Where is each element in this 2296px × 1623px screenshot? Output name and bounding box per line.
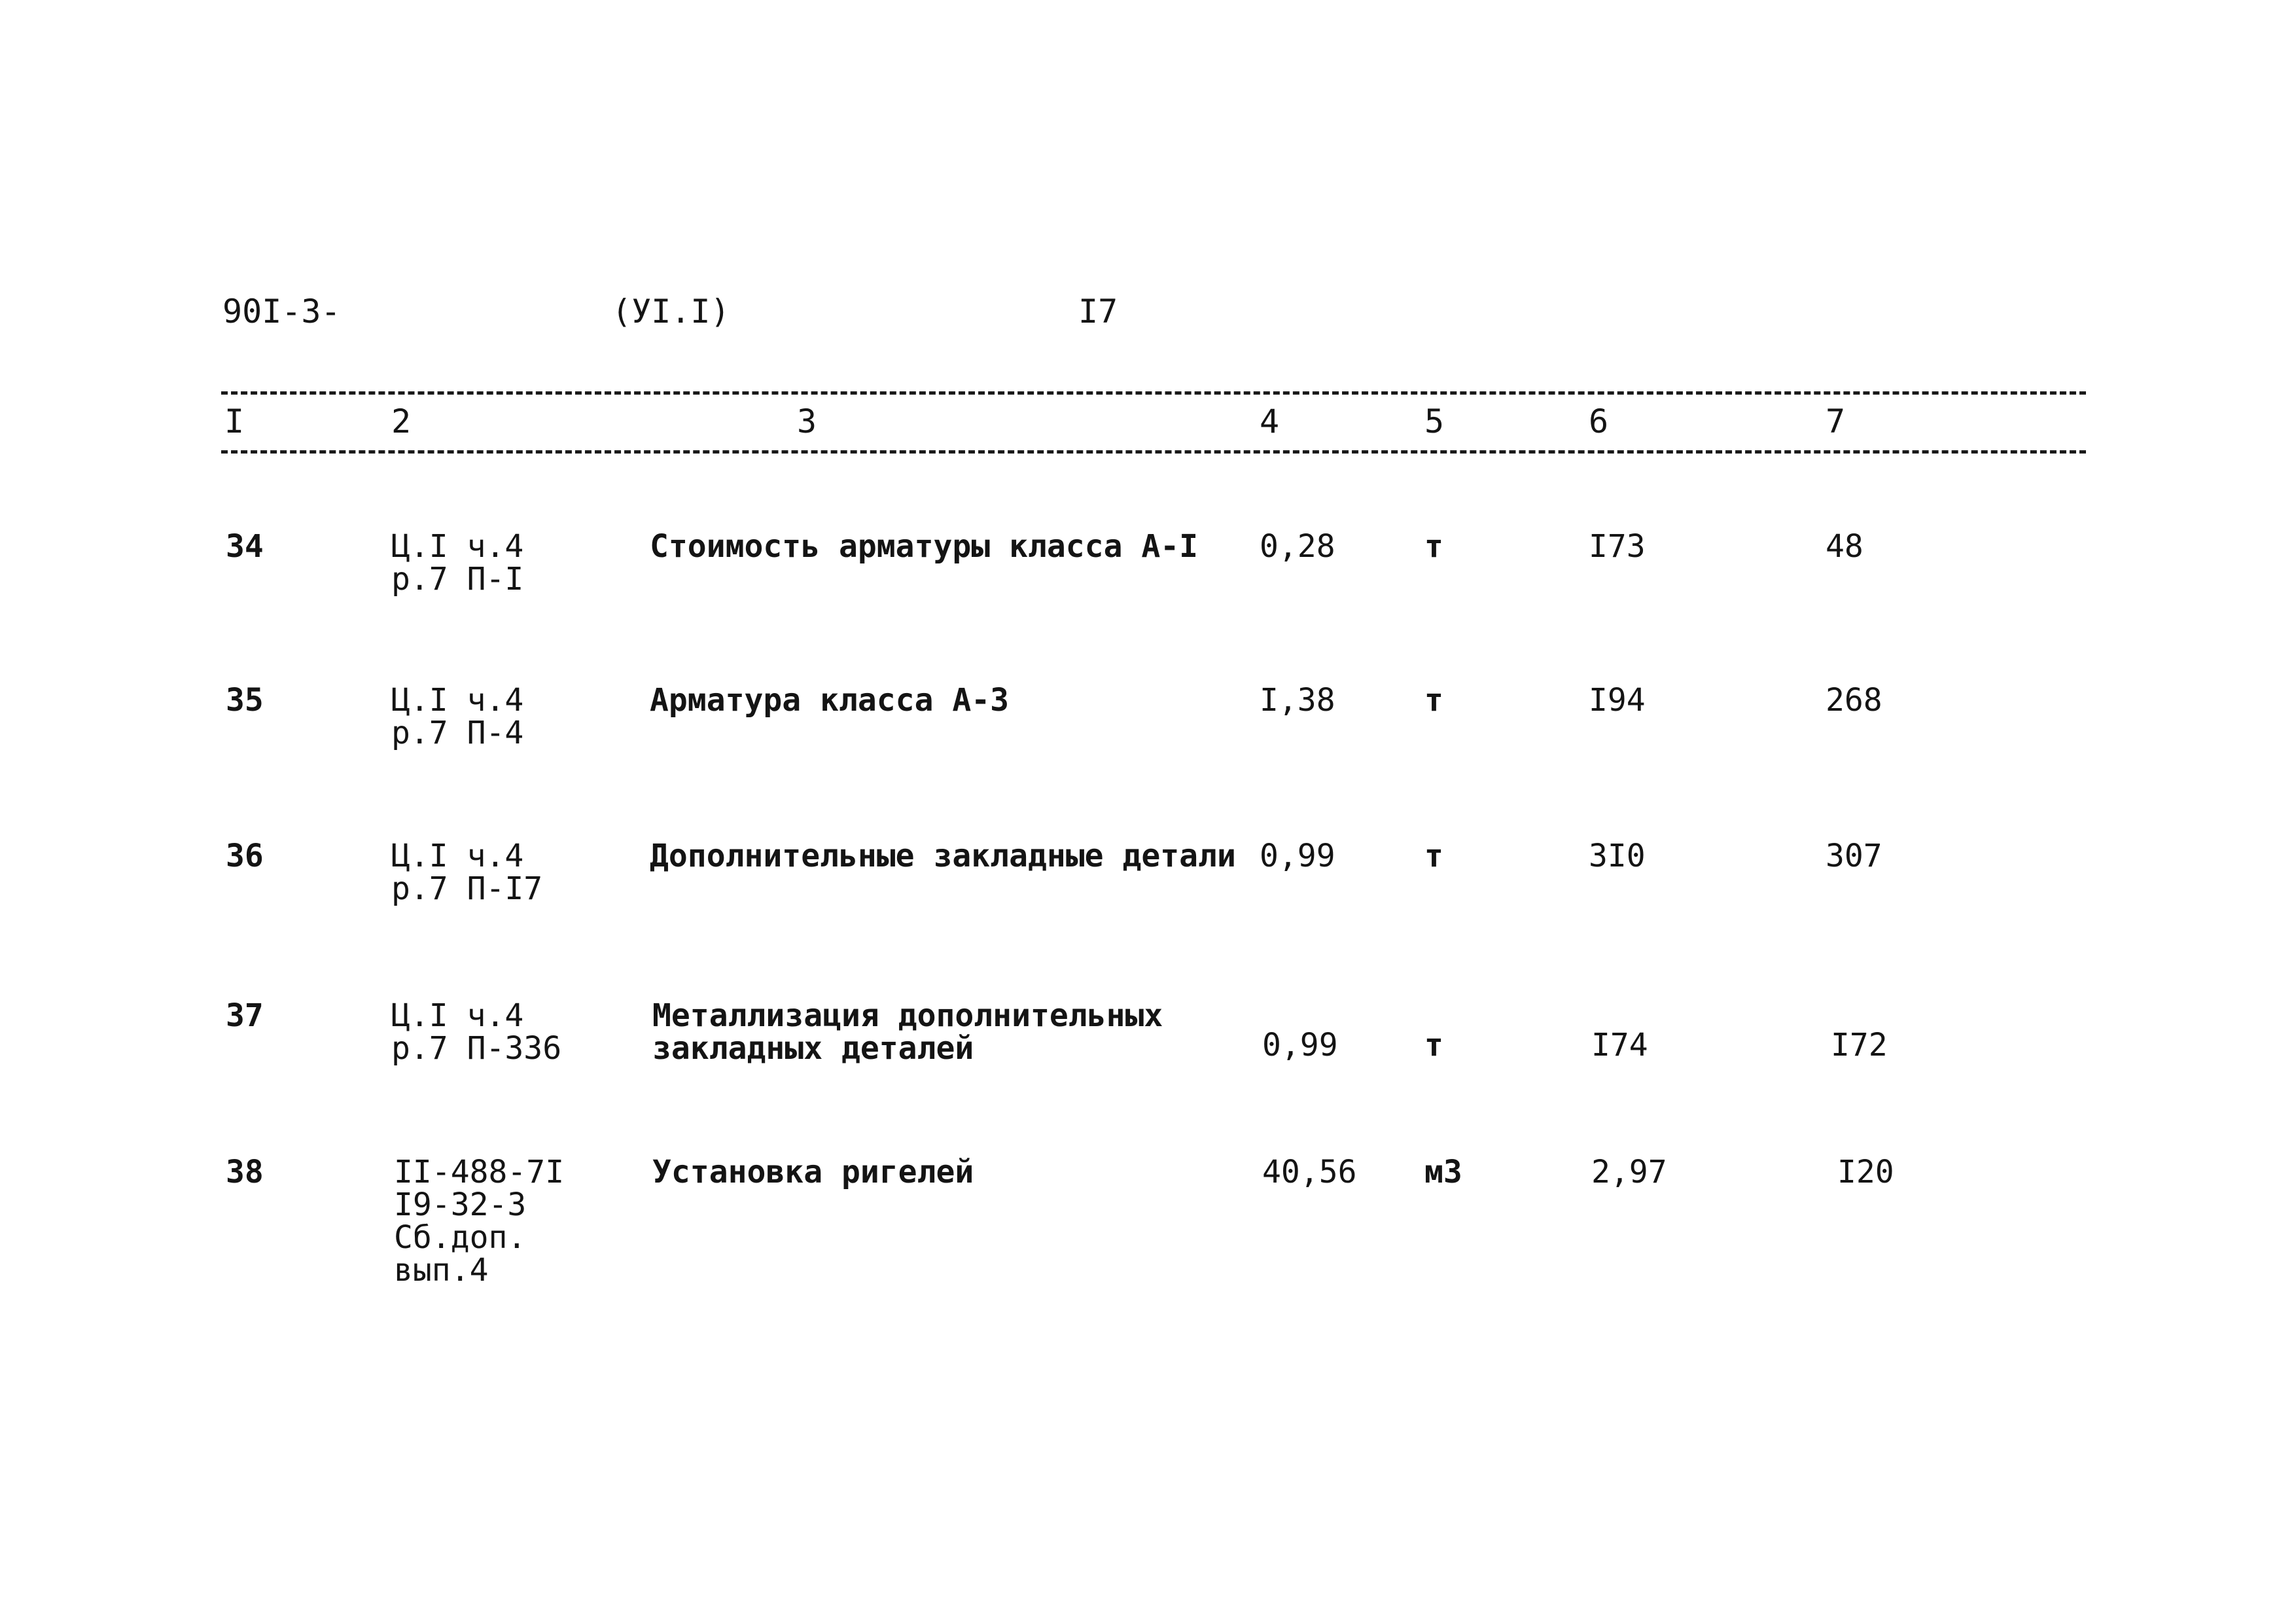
row-reference: Ц.I ч.4 р.7 П-I7 (391, 838, 543, 907)
row-number: 36 (226, 838, 264, 874)
row-number: 37 (226, 997, 264, 1034)
column-number-7: 7 (1826, 402, 1846, 440)
row-total: I72 (1831, 1027, 1888, 1063)
column-number-4: 4 (1260, 402, 1280, 440)
row-quantity: 0,99 (1260, 838, 1335, 874)
row-description: Дополнительные закладные детали (650, 838, 1236, 874)
row-unit: т (1424, 1027, 1443, 1063)
column-number-6: 6 (1589, 402, 1609, 440)
header-top-rule (221, 391, 2086, 395)
column-number-3: 3 (797, 402, 817, 440)
document-code: 90I-3- (222, 293, 341, 330)
row-total: 268 (1826, 682, 1882, 719)
row-quantity: 0,99 (1262, 1027, 1338, 1063)
header-bottom-rule (221, 450, 2086, 454)
row-total: I20 (1837, 1154, 1894, 1190)
row-total: 48 (1826, 528, 1863, 565)
row-reference: Ц.I ч.4 р.7 П-4 (391, 682, 524, 751)
row-unit: т (1424, 682, 1443, 719)
row-unit-price: I74 (1591, 1027, 1648, 1063)
row-quantity: 40,56 (1262, 1154, 1357, 1190)
row-reference: II-488-7I I9-32-3 Сб.доп. вып.4 (394, 1154, 565, 1289)
section-number: (УI.I) (612, 293, 730, 330)
row-quantity: 0,28 (1260, 528, 1335, 565)
page-number: I7 (1078, 293, 1118, 330)
row-reference: Ц.I ч.4 р.7 П-336 (391, 997, 562, 1067)
row-total: 307 (1826, 838, 1882, 874)
row-unit: т (1424, 528, 1443, 565)
row-description: Металлизация дополнительных закладных деталей (652, 997, 1163, 1067)
row-unit: т (1424, 838, 1443, 874)
row-quantity: I,38 (1260, 682, 1335, 719)
row-reference: Ц.I ч.4 р.7 П-I (391, 528, 524, 597)
row-description: Стоимость арматуры класса А-I (650, 528, 1199, 565)
row-number: 35 (226, 682, 264, 719)
row-number: 38 (226, 1154, 264, 1190)
row-unit-price: 2,97 (1591, 1154, 1667, 1190)
column-number-1: I (224, 402, 245, 440)
row-unit: м3 (1424, 1154, 1462, 1190)
row-unit-price: 3I0 (1589, 838, 1646, 874)
column-number-2: 2 (391, 402, 412, 440)
row-description: Установка ригелей (652, 1154, 974, 1190)
row-number: 34 (226, 528, 264, 565)
row-description: Арматура класса А-3 (650, 682, 1010, 719)
row-unit-price: I94 (1589, 682, 1646, 719)
row-unit-price: I73 (1589, 528, 1646, 565)
column-number-5: 5 (1424, 402, 1445, 440)
